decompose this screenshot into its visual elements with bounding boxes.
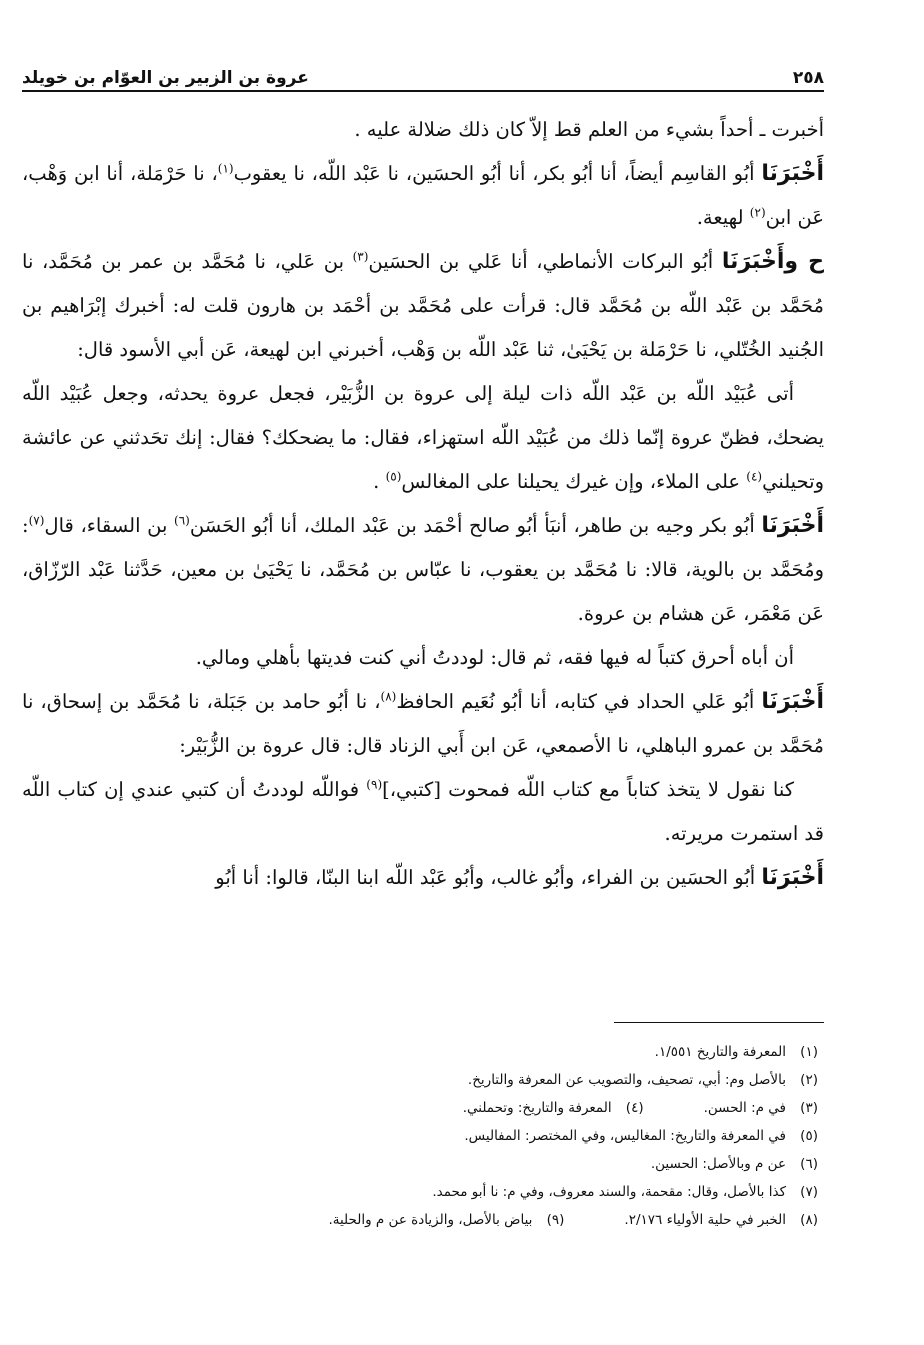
footnote-item [624, 1206, 818, 1234]
text-run: أبُو الحسَين بن الفراء، وأبُو غالب، وأبُو عَبْد اللّه ابنا البنّا، قالوا: أنا أبُو [215, 866, 762, 889]
footnote-text: عن م وبالأصل: الحسين. [650, 1156, 786, 1172]
text-run: كنا نقول لا يتخذ كتاباً مع كتاب اللّه فمحوت [كتبي،] [382, 778, 795, 801]
header-rule [22, 90, 824, 92]
footnote-marker: (٣) [352, 249, 369, 264]
footnote-text: كذا بالأصل، وقال: مقحمة، والسند معروف، وفي م: نا أبو محمد. [432, 1184, 786, 1200]
akhbarana-keyword: ح وأَخْبَرَنَا [721, 249, 824, 274]
paragraph [22, 636, 824, 680]
text-run: بن السقاء، قال [44, 514, 175, 537]
page-header [22, 52, 824, 88]
footnote-line [22, 1206, 818, 1234]
akhbarana-keyword: أَخْبَرَنَا [761, 161, 824, 186]
footnote-marker: (٧) [28, 513, 45, 528]
footnote-text: في المعرفة والتاريخ: المغاليس، وفي المختصر: المفاليس. [464, 1128, 786, 1144]
text-run: . [373, 470, 386, 493]
footnote-marker: (٦) [174, 513, 190, 528]
text-run: أن أباه أحرق كتباً له فيها فقه، ثم قال: لوددتُ أني كنت فديتها بأهلي ومالي. [195, 646, 794, 669]
footnote-number: (٦) [800, 1156, 818, 1172]
footnote-line [22, 1150, 818, 1178]
akhbarana-keyword: أَخْبَرَنَا [761, 865, 824, 890]
footnote-item [651, 1150, 818, 1178]
footnote-text: بياض بالأصل، والزيادة عن م والحلية. [328, 1212, 533, 1228]
footnote-text: المعرفة والتاريخ ١/٥٥١. [654, 1044, 786, 1060]
footnote-line [22, 1038, 818, 1066]
footnote-marker: (٨) [380, 689, 397, 704]
text-run: ، نا أبُو حامد بن جَبَلة، نا مُحَمَّد بن إسحاق، نا مُحَمَّد بن عمرو الباهلي، نا الأصمعي، عَن ابن أَبي الزناد قال: قال عروة بن الزُّبَيْر: [22, 690, 824, 757]
footnote-number: (٤) [625, 1100, 644, 1116]
text-run: أخبرت ـ أحداً بشيء من العلم قط إلاّ كان ذلك ضلالة عليه . [354, 118, 824, 141]
running-title: عروة بن الزبير بن العوّام بن خويلد [22, 68, 309, 88]
footnote-text: المعرفة والتاريخ: وتحملني. [462, 1100, 612, 1116]
text-run: أبُو بكر وجيه بن طاهر، أنبَأ أبُو صالح أحْمَد بن عَبْد الملك، أنا أبُو الحَسَن [189, 514, 762, 537]
footnote-number: (١) [800, 1044, 818, 1060]
paragraph [22, 680, 824, 768]
text-run: بن عَلي، نا مُحَمَّد بن عمر بن مُحَمَّد، نا مُحَمَّد بن عَبْد اللّه بن مُحَمَّد قال: قرأت على مُحَمَّد بن أحْمَد بن هارون قلت له: أخبرك إبْرَاهيم بن الجُنيد الخُتّلي، نا حَرْمَلة بن يَحْيَىٰ، ثنا عَبْد اللّه بن وَهْب، أخبرني ابن لهيعة، عَن أبي الأسود قال: [22, 250, 824, 361]
footnote-number: (٢) [800, 1072, 818, 1088]
footnote-item [704, 1094, 818, 1122]
text-run: أبُو القاسِم أيضاً، أنا أبُو بكر، أنا أبُو الحسَين، نا عَبْد اللّه، نا يعقوب [233, 162, 762, 185]
text-run: لهيعة. [696, 206, 750, 229]
footnotes [22, 1038, 818, 1234]
footnote-marker: (٤) [746, 469, 763, 484]
footnote-text: بالأصل وم: أبي، تصحيف، والتصويب عن المعرفة والتاريخ. [467, 1072, 786, 1088]
footnote-marker: (٥) [385, 469, 402, 484]
text-run: ، نا حَرْمَلة، أنا ابن وَهْب، عَن ابن [22, 162, 824, 229]
footnote-item [328, 1206, 564, 1234]
footnote-rule [614, 1022, 824, 1023]
footnote-number: (٩) [546, 1212, 565, 1228]
text-run: أبُو عَلي الحداد في كتابه، أنا أبُو نُعَيم الحافظ [396, 690, 762, 713]
footnote-text: في م: الحسن. [703, 1100, 786, 1116]
footnote-marker: (٩) [366, 777, 383, 792]
footnote-item [463, 1094, 644, 1122]
footnote-line [22, 1094, 818, 1122]
footnote-line [22, 1122, 818, 1150]
paragraph [22, 768, 824, 856]
text-run: فواللّه لوددتُ أن كتبي عندي إن كتاب اللّه قد استمرت مريرته. [22, 778, 824, 845]
text-run: على الملاء، وإن غيرك يحيلنا على المغالس [401, 470, 747, 493]
text-run: أبُو البركات الأنماطي، أنا عَلي بن الحسَين [368, 250, 722, 273]
text-run: أتى عُبَيْد اللّه بن عَبْد اللّه ذات ليلة إلى عروة بن الزُّبَيْر، فجعل عروة يحدثه، وجعل عُبَيْد اللّه يضحك، فظنّ عروة إنّما ذلك من عُبَيْد اللّه استهزاء، فقال: ما يضحكك؟ فقال: إنك تحَدثني عن عائشة وتحيلني [22, 382, 824, 493]
footnote-marker: (١) [217, 161, 234, 176]
footnote-item [432, 1178, 818, 1206]
paragraph [22, 108, 824, 152]
akhbarana-keyword: أَخْبَرَنَا [761, 513, 824, 538]
text-run: : ومُحَمَّد بن بالوية، قالا: نا مُحَمَّد بن يعقوب، نا عبّاس بن مُحَمَّد، نا يَحْيَىٰ بن معين، حَدَّثنا عَبْد الرّزّاق، عَن مَعْمَر، عَن هشام بن عروة. [22, 514, 824, 625]
paragraph [22, 504, 824, 636]
footnote-item [468, 1066, 818, 1094]
paragraph [22, 856, 824, 900]
footnote-line [22, 1066, 818, 1094]
footnote-marker: (٢) [749, 205, 766, 220]
paragraph [22, 372, 824, 504]
footnote-item [464, 1122, 818, 1150]
page-number: ٢٥٨ [792, 68, 824, 88]
paragraph [22, 152, 824, 240]
paragraph [22, 240, 824, 372]
footnote-line [22, 1178, 818, 1206]
footnote-item [655, 1038, 818, 1066]
footnote-number: (٧) [800, 1184, 818, 1200]
footnote-number: (٥) [800, 1128, 818, 1144]
footnote-number: (٣) [800, 1100, 818, 1116]
main-text [22, 108, 824, 900]
footnote-number: (٨) [800, 1212, 818, 1228]
footnote-text: الخبر في حلية الأولياء ٢/١٧٦. [624, 1212, 786, 1228]
akhbarana-keyword: أَخْبَرَنَا [761, 689, 824, 714]
